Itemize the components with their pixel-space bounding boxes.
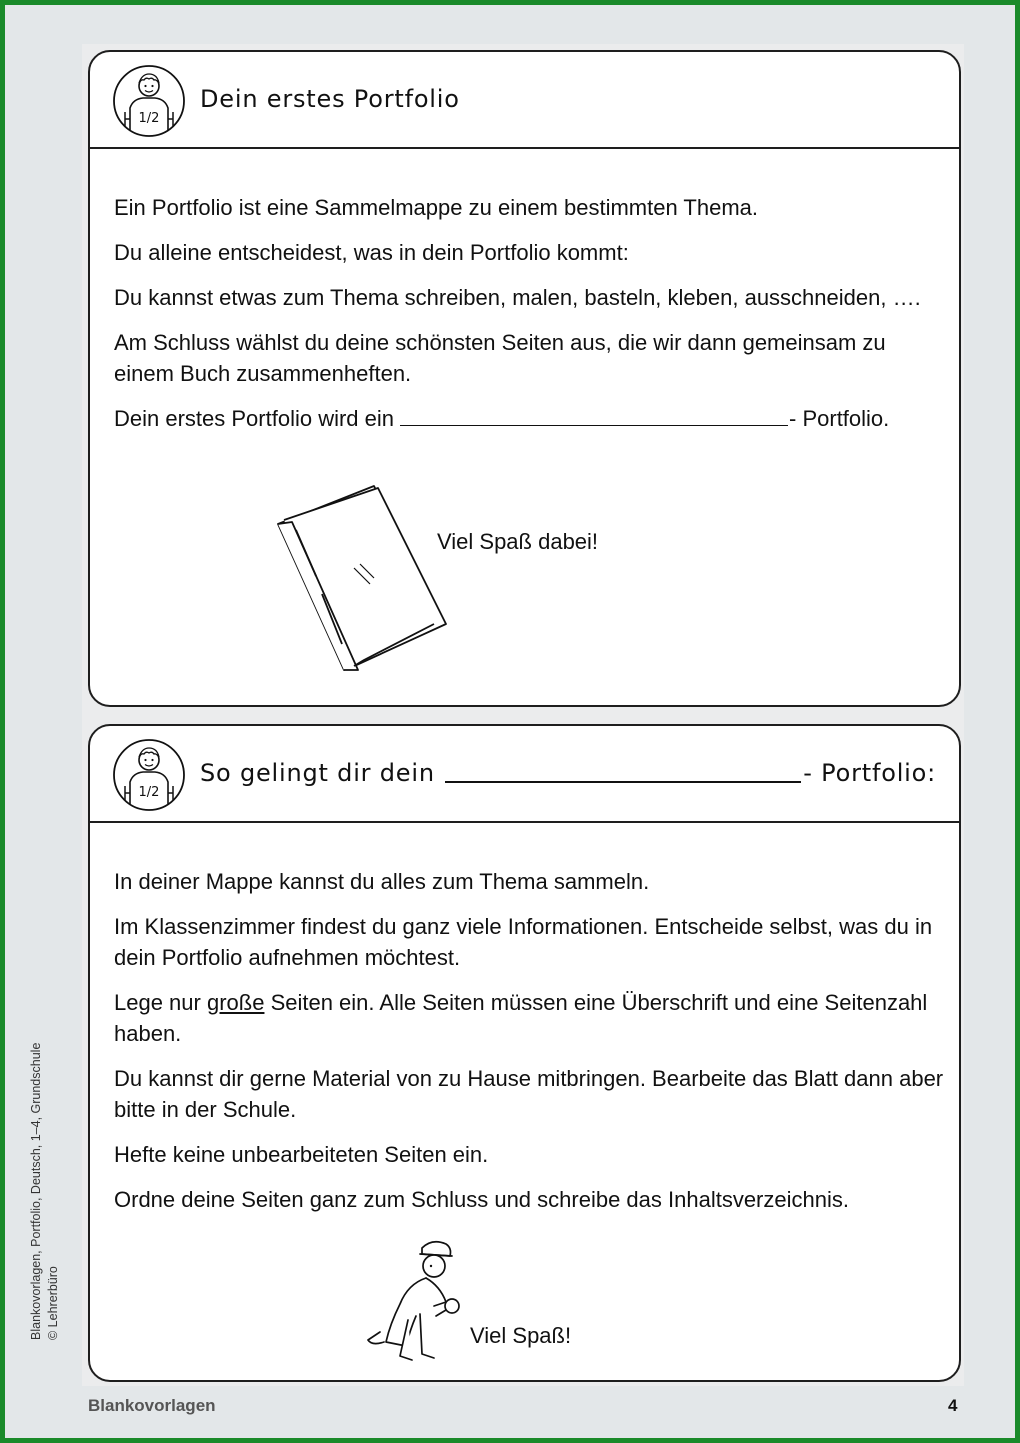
card-header [90, 726, 959, 823]
underlined-word: große [206, 990, 265, 1015]
paragraph: Am Schluss wählst du deine schönsten Seiten aus, die wir dann gemeinsam zu einem Buch zusammenheften. [114, 330, 886, 386]
class-level-badge [112, 738, 186, 812]
card-portfolio-tips [88, 724, 961, 1382]
card-title: Dein erstes Portfolio [200, 85, 460, 113]
paragraph: Ein Portfolio ist eine Sammelmappe zu einem bestimmten Thema. [114, 195, 758, 220]
card-header [90, 52, 959, 149]
child-face-icon [112, 738, 186, 812]
child-face-icon [112, 64, 186, 138]
title-fill-in-blank[interactable] [445, 781, 801, 783]
sidebar-line: Blankovorlagen, Portfolio, Deutsch, 1–4, Grundschule [29, 1042, 43, 1340]
paragraph [114, 987, 944, 1049]
text-run: Lege nur [114, 990, 207, 1015]
card-body [114, 866, 944, 1229]
card-first-portfolio [88, 50, 961, 707]
sidebar-line: © Lehrerbüro [46, 1266, 60, 1340]
text-run: Seiten ein. Alle Seiten müssen eine Überschrift und eine Seitenzahl haben. [114, 990, 928, 1046]
paragraph: Du alleine entscheidest, was in dein Portfolio kommt: [114, 240, 629, 265]
paragraph: Du kannst dir gerne Material von zu Hause mitbringen. Bearbeite das Blatt dann aber bitte in der Schule. [114, 1066, 944, 1122]
page-number: 4 [948, 1396, 958, 1415]
paragraph: Ordne deine Seiten ganz zum Schluss und schreibe das Inhaltsverzeichnis. [114, 1187, 849, 1212]
paragraph: Hefte keine unbearbeiteten Seiten ein. [114, 1142, 489, 1167]
title-suffix: - Portfolio: [803, 759, 937, 787]
fill-in-blank[interactable] [400, 407, 788, 426]
fill-in-prefix: Dein erstes Portfolio wird ein [114, 406, 395, 431]
book-illustration [274, 484, 454, 679]
detective-illustration [360, 1236, 470, 1366]
footer-series-label: Blankovorlagen [88, 1396, 216, 1415]
fill-in-sentence [114, 403, 944, 434]
paragraph: In deiner Mappe kannst du alles zum Thema sammeln. [114, 869, 650, 894]
fill-in-suffix: - Portfolio. [789, 406, 890, 431]
copyright-sidebar [28, 1043, 62, 1340]
closing-text: Viel Spaß dabei! [437, 529, 599, 554]
badge-text: 1/2 [138, 111, 160, 126]
closing-text: Viel Spaß! [470, 1323, 572, 1348]
class-level-badge [112, 64, 186, 138]
paragraph: Im Klassenzimmer findest du ganz viele Informationen. Entscheide selbst, was du in dein Portfolio aufnehmen möchtest. [114, 914, 933, 970]
card-title [200, 759, 936, 787]
title-prefix: So gelingt dir dein [200, 759, 435, 787]
card-body [114, 192, 944, 448]
badge-text: 1/2 [138, 785, 160, 800]
paragraph: Du kannst etwas zum Thema schreiben, malen, basteln, kleben, ausschneiden, …. [114, 285, 921, 310]
